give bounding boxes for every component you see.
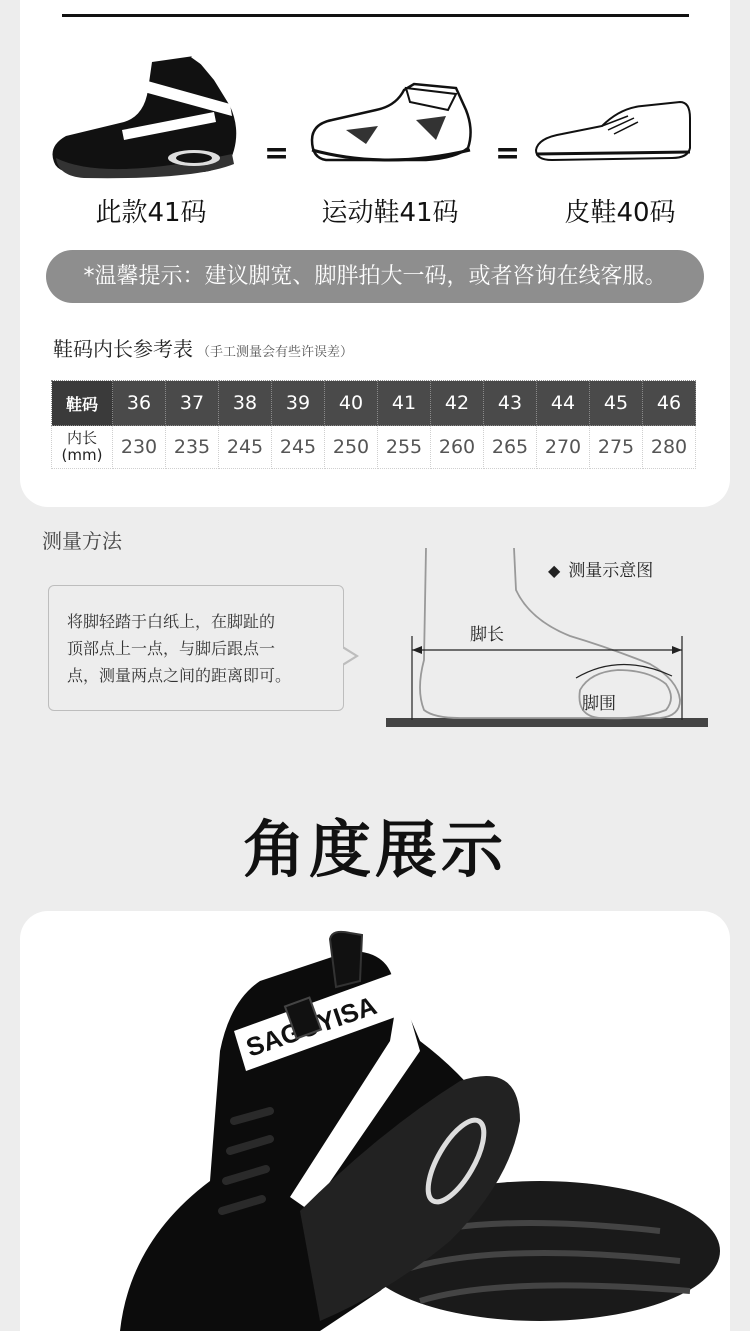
top-divider [62,14,689,17]
angle-display-card [20,911,730,1331]
compare-label-leather: 皮鞋40码 [564,198,676,228]
size-tip-banner: *温馨提示：建议脚宽、脚胖拍大一码，或者咨询在线客服。 [46,250,704,303]
compare-label-this: 此款41码 [95,198,207,228]
length-cell: 260 [431,426,484,469]
size-cell: 40 [325,381,378,426]
leather-shoe-sketch-icon [532,98,697,168]
length-row [52,426,696,469]
instruction-line: 顶部点上一点，与脚后跟点一 [67,639,276,658]
size-table-title-text: 鞋码内长参考表 [53,337,193,361]
size-cell: 43 [484,381,537,426]
bubble-tail-inner [342,648,355,664]
size-cell: 41 [378,381,431,426]
sport-shoe-sketch-icon [306,80,476,170]
size-compare-row [0,40,750,230]
size-cell: 37 [166,381,219,426]
size-row [52,381,696,426]
diagram-legend-text: 测量示意图 [568,561,654,581]
measure-title: 测量方法 [42,529,122,553]
length-cell: 270 [537,426,590,469]
size-row-header: 鞋码 [52,381,113,426]
angle-display-heading: 角度展示 [242,813,507,886]
size-cell: 46 [643,381,696,426]
compare-label-sport: 运动鞋41码 [321,198,459,228]
length-cell: 280 [643,426,696,469]
high-top-sneaker-icon [44,50,244,180]
size-cell: 36 [113,381,166,426]
foot-girth-label: 脚围 [582,694,616,714]
size-cell: 42 [431,381,484,426]
equals-sign: = [264,136,290,171]
length-cell: 265 [484,426,537,469]
size-table-note: （手工测量会有些许误差） [197,345,354,360]
size-table [51,380,696,469]
length-cell: 245 [272,426,325,469]
length-row-header: 内长 (mm) [52,426,113,469]
length-cell: 250 [325,426,378,469]
size-cell: 45 [590,381,643,426]
size-cell: 44 [537,381,590,426]
foot-length-label: 脚长 [470,625,504,645]
length-cell: 275 [590,426,643,469]
size-cell: 39 [272,381,325,426]
length-cell: 245 [219,426,272,469]
length-cell: 255 [378,426,431,469]
length-cell: 235 [166,426,219,469]
instruction-line: 点，测量两点之间的距离即可。 [67,666,292,685]
length-cell: 230 [113,426,166,469]
size-table-title [53,333,353,362]
diamond-icon: ◆ [548,561,561,580]
equals-sign: = [495,136,521,171]
measure-instructions [48,585,344,711]
product-shoe-photo [20,911,730,1331]
instruction-line: 将脚轻踏于白纸上，在脚趾的 [67,612,276,631]
foot-measure-diagram [380,540,710,732]
size-cell: 38 [219,381,272,426]
